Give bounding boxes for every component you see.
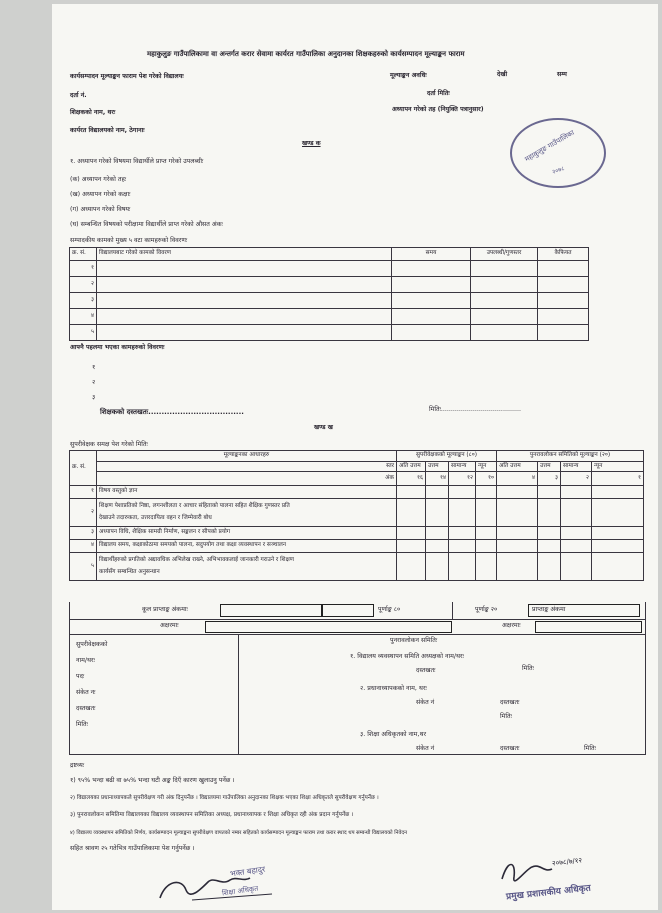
item-ka: (क) अध्यापन गरेको तहः	[70, 176, 127, 183]
review-date-1: मितिः	[522, 665, 534, 672]
table-cell	[97, 325, 392, 341]
divider	[238, 634, 239, 754]
section-ka-title: खण्ड क	[302, 140, 321, 147]
review-code-3: संकेत नं	[416, 745, 435, 752]
review-date-3: मितिः	[584, 745, 596, 752]
teacher-name-label: शिक्षकको नाम, थरः	[70, 109, 116, 116]
score-cell	[592, 540, 644, 553]
left-stamp-title: शिक्षा अधिकृत	[221, 884, 259, 898]
in-words-label: अक्षरमाः	[160, 622, 179, 629]
row-sn: ५	[70, 325, 97, 341]
review-member-2: २. प्रधानाध्यापकको नाम, थरः	[360, 685, 427, 692]
score-cell	[538, 527, 561, 540]
score-cell	[449, 499, 476, 527]
table-cell	[392, 261, 471, 277]
col-sn: क्र. सं.	[70, 451, 97, 486]
stamp-text: महाकुलुङ गाउँपालिका	[523, 128, 576, 164]
row-sn: ३	[70, 293, 97, 309]
level-cell: सामान्य	[449, 462, 476, 472]
score-cell	[449, 527, 476, 540]
work-details-table	[69, 247, 589, 341]
table-cell	[538, 325, 589, 341]
right-stamp-title: प्रमुख प्रशासकीय अधिकृत	[505, 883, 592, 903]
score-cell	[497, 540, 538, 553]
level-cell: सामान्य	[561, 462, 592, 472]
supervisor-date: मितिः	[76, 721, 88, 728]
item-gha: (घ) सम्बन्धित विषयको परीक्षामा विद्यार्थीले प्राप्त गरेको औसत अंकः	[70, 221, 223, 228]
table-cell	[471, 309, 538, 325]
score-cell	[426, 486, 449, 499]
left-signature-stamp	[152, 860, 312, 908]
initiative-row: २	[92, 379, 96, 386]
review-date-2: मितिः	[500, 713, 512, 720]
signature-scribble-left	[152, 860, 312, 908]
col-review: पुनरावलोकन समितिको मूल्याङ्कन (२०)	[497, 451, 644, 462]
mark-cell: १४	[426, 472, 449, 486]
evaluation-table	[69, 450, 644, 581]
left-stamp-name: भक्त बहादुर	[229, 864, 266, 879]
right-signature-stamp	[492, 849, 657, 909]
score-cell	[476, 540, 497, 553]
signature-section	[69, 634, 646, 755]
note-item: २) विद्यालयका प्रधानाध्यापकले सुपरीवेक्षण गरी अंक दिनुपर्नेछ । विद्यालयमा गाउँपालिका अनुदानका शिक्षक भएका शिक्षा अधिकृतले सुपरीवेक्षण गर्नुपर्नेछ ।	[70, 795, 379, 801]
total-obtained-label: कूल प्राप्ताङ्क अंकमाः	[142, 606, 188, 613]
criteria-text: विद्यालय समय, कक्षाकोठामा समयको पालना, सदुपयोग तथा कक्षा व्यवस्थापन र सञ्चालन	[97, 540, 397, 553]
full-marks-20: पूर्णाङ्क २०	[475, 606, 498, 613]
table-cell	[97, 261, 392, 277]
in-words-box-2	[535, 621, 642, 633]
school-name-label: कार्यरत विद्यालयको नाम, ठेगानाः	[70, 127, 145, 134]
score-cell	[592, 486, 644, 499]
criteria-row	[70, 540, 644, 553]
score-cell	[476, 499, 497, 527]
stamp-date: २०७८	[551, 165, 566, 176]
review-member-3: ३. शिक्षा अधिकृतको नाम,थर	[360, 731, 427, 738]
table-row	[70, 309, 589, 325]
criteria-row	[70, 553, 644, 581]
score-cell	[397, 527, 426, 540]
table-cell	[471, 277, 538, 293]
review-sign-3: दस्तखतः	[500, 745, 520, 752]
score-cell	[497, 499, 538, 527]
score-cell	[397, 486, 426, 499]
score-cell	[476, 553, 497, 581]
score-cell	[449, 553, 476, 581]
table-row	[70, 293, 589, 309]
table-cell	[392, 309, 471, 325]
score-cell	[397, 553, 426, 581]
teacher-signature: शिक्षकको दस्तखतः....................................	[100, 408, 244, 416]
col-supervisor: सुपरीवेक्षकको मूल्याङ्कन (८०)	[397, 451, 497, 462]
q1-label: १. अध्यापन गरेको विषयमा विद्यार्थीले प्राप्त गरेको उपलब्धीः	[70, 158, 204, 165]
table-cell	[392, 277, 471, 293]
mark-cell: ३	[538, 472, 561, 486]
score-cell	[561, 499, 592, 527]
table-row	[70, 261, 589, 277]
criteria-text	[97, 553, 397, 581]
review-title: पुनरावलोकन समितिः	[390, 637, 438, 644]
mark-cell: १०	[476, 472, 497, 486]
score-cell	[397, 540, 426, 553]
criteria-text: अध्यापन विधि, शैक्षिक सामग्री निर्माण, सङ्कलन र सीपको प्रयोग	[97, 527, 397, 540]
score-cell	[449, 540, 476, 553]
level-cell: उत्तम	[538, 462, 561, 472]
marks-label: अंक	[97, 472, 397, 486]
level-cell: न्यून	[592, 462, 644, 472]
table-cell	[538, 309, 589, 325]
table-header-row	[70, 248, 589, 261]
criteria-line: देखाउने तदारुकता, उत्तरदायित्व वहन र जिम्मेवारी बोध	[99, 514, 212, 521]
mark-cell: २	[561, 472, 592, 486]
supervisor-sign: दस्तखतः	[76, 705, 96, 712]
criteria-sn: ३	[70, 527, 97, 540]
score-cell	[476, 486, 497, 499]
row-sn: ४	[70, 309, 97, 325]
mark-cell: १६	[397, 472, 426, 486]
score-cell	[497, 527, 538, 540]
eval-period-label: मूल्याङ्कन अवधिः	[390, 72, 427, 79]
level-label: स्तर	[97, 462, 397, 472]
office-stamp	[510, 118, 606, 188]
section-kha-title: खण्ड ख	[314, 424, 333, 431]
level-cell: अति उत्तम	[497, 462, 538, 472]
criteria-sn: १	[70, 486, 97, 499]
score-cell	[426, 553, 449, 581]
score-cell	[592, 553, 644, 581]
score-cell	[561, 540, 592, 553]
table-cell	[538, 293, 589, 309]
col-remarks: कैफियत	[538, 248, 589, 261]
col-achievement: उपलब्धी/गुणस्तर	[471, 248, 538, 261]
criteria-sn: ४	[70, 540, 97, 553]
initiative-row: ३	[92, 394, 96, 401]
table-cell	[471, 325, 538, 341]
supervisor-title: सुपरीवेक्षकको	[76, 641, 108, 648]
table-caption: सम्पादकीय कामको मुख्य ५ वटा कामहरुको विवरणः	[70, 237, 188, 244]
total-box	[322, 604, 374, 617]
score-cell	[397, 499, 426, 527]
score-cell	[561, 553, 592, 581]
table-cell	[97, 293, 392, 309]
table-cell	[97, 309, 392, 325]
criteria-text: विषय वस्तुको ज्ञान	[97, 486, 397, 499]
score-cell	[426, 527, 449, 540]
submit-date-label: सुपरीवेक्षक समक्ष पेश गरेको मितिः	[70, 441, 148, 448]
score-cell	[538, 553, 561, 581]
totals-row	[69, 602, 646, 620]
criteria-text	[97, 499, 397, 527]
note-item: ३) पुनरावलोकन समितिमा विद्यालयका विद्यालय व्यवस्थापन समितिका अध्यक्ष, प्रधानाध्यापक र शिक्षा अधिकृत रही अंक प्रदान गर्नुपर्नेछ ।	[70, 812, 354, 818]
score-cell	[538, 540, 561, 553]
score-cell	[476, 527, 497, 540]
form-page	[52, 4, 658, 910]
score-cell	[561, 486, 592, 499]
mark-cell: १२	[449, 472, 476, 486]
initiative-row: १	[92, 364, 96, 371]
row-sn: २	[70, 277, 97, 293]
row-sn: १	[70, 261, 97, 277]
note-item: १) ९५% भन्दा बढी वा ७५% भन्दा घटी अङ्क दिएँ कारण खुलाउनु पर्नेछ ।	[70, 777, 235, 784]
eval-header-row	[70, 451, 644, 462]
score-cell	[538, 486, 561, 499]
in-words-box	[205, 621, 452, 633]
supervisor-post: पदः	[76, 673, 85, 680]
school-submitting-label: कार्यसम्पादन मूल्याङ्कन फाराम पेश गरेको विद्यालयः	[70, 73, 184, 80]
review-sign-1: दस्तखतः	[416, 667, 436, 674]
criteria-sn: ५	[70, 553, 97, 581]
score-cell	[561, 527, 592, 540]
review-code-2: संकेत नं	[416, 699, 435, 706]
score-cell	[497, 486, 538, 499]
words-row	[69, 619, 646, 635]
supervisor-name: नाम/थरः	[76, 657, 95, 664]
note-item: ४) विद्यालय व्यवस्थापन समितिको निर्णय, कार्यसम्पादन मूल्याङ्कना सुपरीवेक्षण वापतको नम्बर सहितको कार्यसम्पादन मूल्याङ्कन फाराम तथा करार स्थाद थप सम्बन्धी विद्यालयको निवेदन	[70, 830, 408, 836]
supervisor-code: संकेत नः	[76, 689, 96, 696]
reg-no-label: दर्ता नं.	[70, 92, 87, 99]
col-time: समय	[392, 248, 471, 261]
level-cell: उत्तम	[426, 462, 449, 472]
table-cell	[392, 325, 471, 341]
mark-cell: १	[592, 472, 644, 486]
to-label: सम्म	[557, 71, 567, 78]
reg-date-label: दर्ता मितिः	[427, 90, 450, 97]
teacher-sign-date: मितिः........................................	[429, 406, 521, 413]
initiative-title: आफ्नै पहलमा भएका कामहरुको विवरणः	[70, 344, 165, 351]
item-ga: (ग) अध्यापन गरेको विषयः	[70, 206, 131, 213]
review-member-1: १. विद्यालय व्यवस्थापन समिति अध्यक्षको नाम/थरः	[350, 653, 464, 660]
score-cell	[449, 486, 476, 499]
full-marks-80: पूर्णाङ्क ८०	[378, 606, 401, 613]
col-basis: मूल्याङ्कनका आधारहरु	[97, 451, 397, 462]
table-cell	[538, 261, 589, 277]
criteria-line: शिक्षण पेशाप्रतिको निष्ठा, लगनशीलता र आचार संहिताको पालना सहित शैक्षिक गुणस्तर प्रति	[99, 502, 290, 509]
col-sn: क्र. सं.	[70, 248, 97, 261]
criteria-row	[70, 499, 644, 527]
col-work: विद्यालयबाट गरेको कामको विवरण	[97, 248, 392, 261]
table-cell	[471, 261, 538, 277]
level-cell: अति उत्तम	[397, 462, 426, 472]
notes-title: द्रष्टव्यः	[70, 762, 85, 769]
score-cell	[426, 540, 449, 553]
right-sign-date: २०७८/७/१२	[551, 856, 583, 868]
table-cell	[471, 293, 538, 309]
from-label: देखी	[497, 71, 508, 78]
table-cell	[97, 277, 392, 293]
mark-cell: ४	[497, 472, 538, 486]
criteria-line: विद्यार्थीहरुको प्रगतिको अद्यावधिक अभिलेख राख्ने, अभिभावकलाई जानकारी गराउने र शिक्षण	[99, 556, 294, 563]
note-item-cont: सहित श्रावण २५ गतेभित्र गाउँपालिकामा पेश गर्नुपर्नेछ ।	[70, 845, 195, 852]
score-cell	[497, 553, 538, 581]
table-cell	[538, 277, 589, 293]
in-words-label-2: अक्षरमाः	[502, 622, 521, 629]
criteria-sn: २	[70, 499, 97, 527]
form-title: महाकुलुङ गाउँपालिकामा वा अन्तर्गत करार सेवामा कार्यरत गाउँपालिका अनुदानका शिक्षकहरुको कार्यसम्पादन मूल्याङ्कन फाराम	[147, 50, 465, 58]
criteria-row	[70, 527, 644, 540]
levels-row	[70, 462, 644, 472]
total-box	[220, 604, 322, 617]
score-cell	[538, 499, 561, 527]
marks-row	[70, 472, 644, 486]
table-cell	[392, 293, 471, 309]
criteria-row	[70, 486, 644, 499]
criteria-line: कार्यसँग सम्बन्धित अनुसन्धान	[99, 568, 160, 575]
item-kha: (ख) अध्यापन गरेको कक्षाः	[70, 191, 131, 198]
level-cell: न्यून	[476, 462, 497, 472]
review-sign-2: दस्तखतः	[500, 699, 520, 706]
obtained-label: प्राप्ताङ्क अंकमा	[532, 606, 566, 613]
score-cell	[426, 499, 449, 527]
teaching-level-label: अध्यापन गरेको तह (नियुक्ति पत्रानुसार)	[392, 106, 484, 113]
table-row	[70, 277, 589, 293]
score-cell	[592, 527, 644, 540]
score-cell	[592, 499, 644, 527]
divider	[452, 602, 453, 619]
table-row	[70, 325, 589, 341]
